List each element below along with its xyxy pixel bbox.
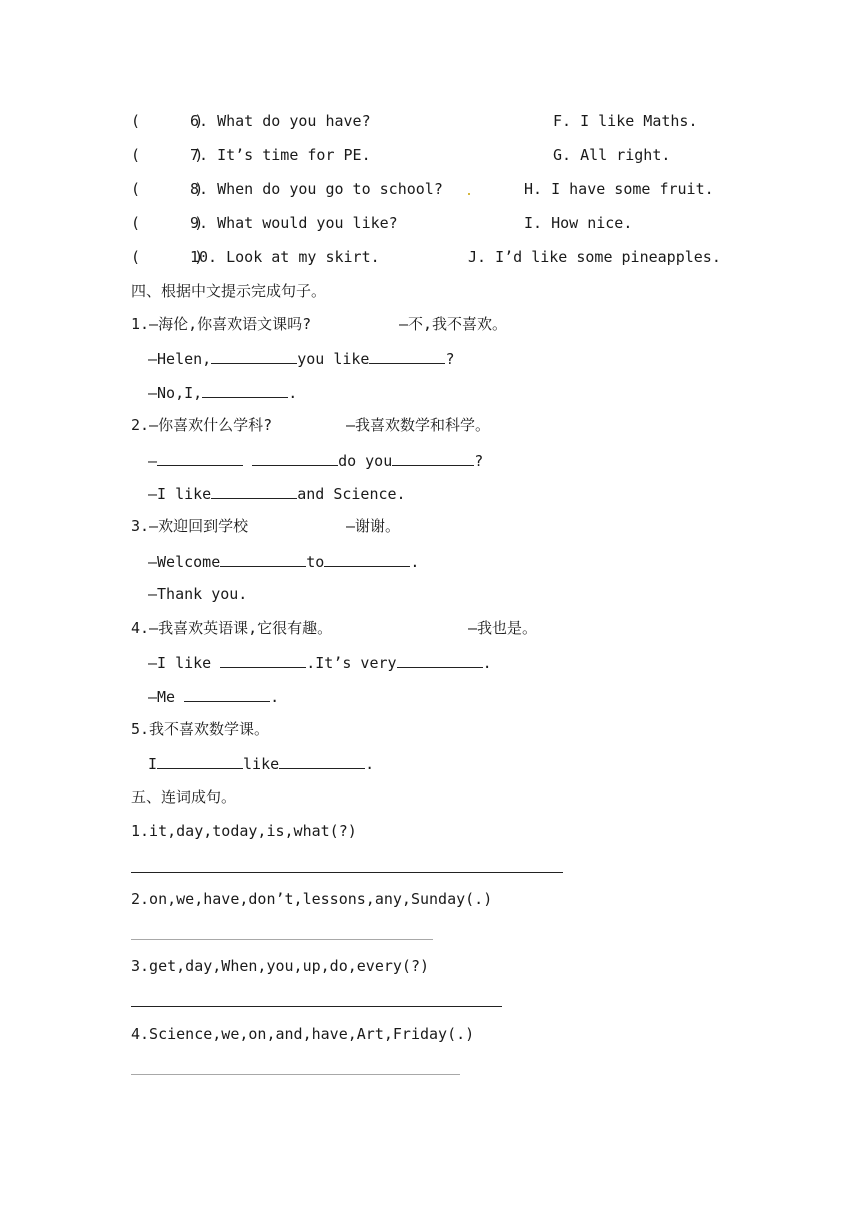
answer-line: —Thank you. [148,585,248,603]
answer-line[interactable] [131,1006,502,1007]
blank[interactable] [220,652,306,668]
blank[interactable] [157,753,243,769]
answer-paren: ( ) [131,180,204,198]
answer-paren: ( ) [131,214,204,232]
text-fragment: to [306,553,325,571]
matching-option: J. I’d like some pineapples. [468,248,721,266]
text-fragment: ? [474,452,484,470]
answer-chinese: —不,我不喜欢。 [399,315,508,333]
question-chinese: 5.我不喜欢数学课。 [131,720,270,738]
section-heading: 四、根据中文提示完成句子。 [131,282,327,300]
fill-line [148,686,279,707]
blank[interactable] [279,753,365,769]
matching-option: F. I like Maths. [553,112,698,130]
blank[interactable] [202,382,288,398]
fill-line [148,450,483,471]
blank[interactable] [397,652,483,668]
scrambled-words: 2.on,we,have,don’t,lessons,any,Sunday(.) [131,890,493,908]
answer-line[interactable] [131,872,563,873]
question-chinese: 1.—海伦,你喜欢语文课吗? [131,315,312,333]
text-fragment: —No,I, [148,384,203,402]
matching-question: 8. When do you go to school? [190,180,443,198]
matching-question: 10. Look at my skirt. [190,248,380,266]
answer-chinese: —我喜欢数学和科学。 [346,416,491,434]
text-fragment: and Science. [297,485,406,503]
text-fragment: —Me [148,688,185,706]
text-fragment: — [148,452,158,470]
blank[interactable] [369,348,445,364]
text-fragment: —I like [148,485,212,503]
scrambled-words: 3.get,day,When,you,up,do,every(?) [131,957,430,975]
blank[interactable] [184,686,270,702]
answer-line[interactable] [131,1074,460,1075]
answer-chinese: —谢谢。 [346,517,401,535]
text-fragment: I [148,755,158,773]
stray-mark [468,193,470,195]
text-fragment: you like [297,350,370,368]
text-fragment: . [270,688,280,706]
question-chinese: 3.—欢迎回到学校 [131,517,249,535]
text-fragment: . [365,755,375,773]
fill-line [148,753,374,774]
question-chinese: 4.—我喜欢英语课,它很有趣。 [131,619,333,637]
question-chinese: 2.—你喜欢什么学科? [131,416,273,434]
answer-chinese: —我也是。 [468,619,538,637]
text-fragment: .It’s very [306,654,397,672]
answer-paren: ( ) [131,146,204,164]
section-heading: 五、连词成句。 [131,788,237,806]
fill-line [148,551,419,572]
text-fragment: do you [338,452,393,470]
scrambled-words: 4.Science,we,on,and,have,Art,Friday(.) [131,1025,475,1043]
text-fragment: . [482,654,492,672]
fill-line [148,348,455,369]
blank[interactable] [392,450,474,466]
blank[interactable] [211,483,297,499]
text-fragment: ? [445,350,455,368]
text-fragment: —Helen, [148,350,212,368]
matching-option: I. How nice. [524,214,633,232]
matching-option: H. I have some fruit. [524,180,714,198]
answer-paren: ( ) [131,248,204,266]
matching-option: G. All right. [553,146,671,164]
scrambled-words: 1.it,day,today,is,what(?) [131,822,357,840]
matching-question: 6. What do you have? [190,112,371,130]
matching-question: 9. What would you like? [190,214,398,232]
text-fragment: like [243,755,280,773]
fill-line [148,483,406,504]
blank[interactable] [211,348,297,364]
text-fragment: —I like [148,654,221,672]
blank[interactable] [157,450,243,466]
answer-line[interactable] [131,939,433,940]
answer-paren: ( ) [131,112,204,130]
fill-line [148,652,492,673]
blank[interactable] [252,450,338,466]
text-fragment: . [410,553,420,571]
blank[interactable] [324,551,410,567]
fill-line [148,382,297,403]
blank[interactable] [220,551,306,567]
matching-question: 7. It’s time for PE. [190,146,371,164]
text-fragment: . [288,384,298,402]
text-fragment: —Welcome [148,553,221,571]
